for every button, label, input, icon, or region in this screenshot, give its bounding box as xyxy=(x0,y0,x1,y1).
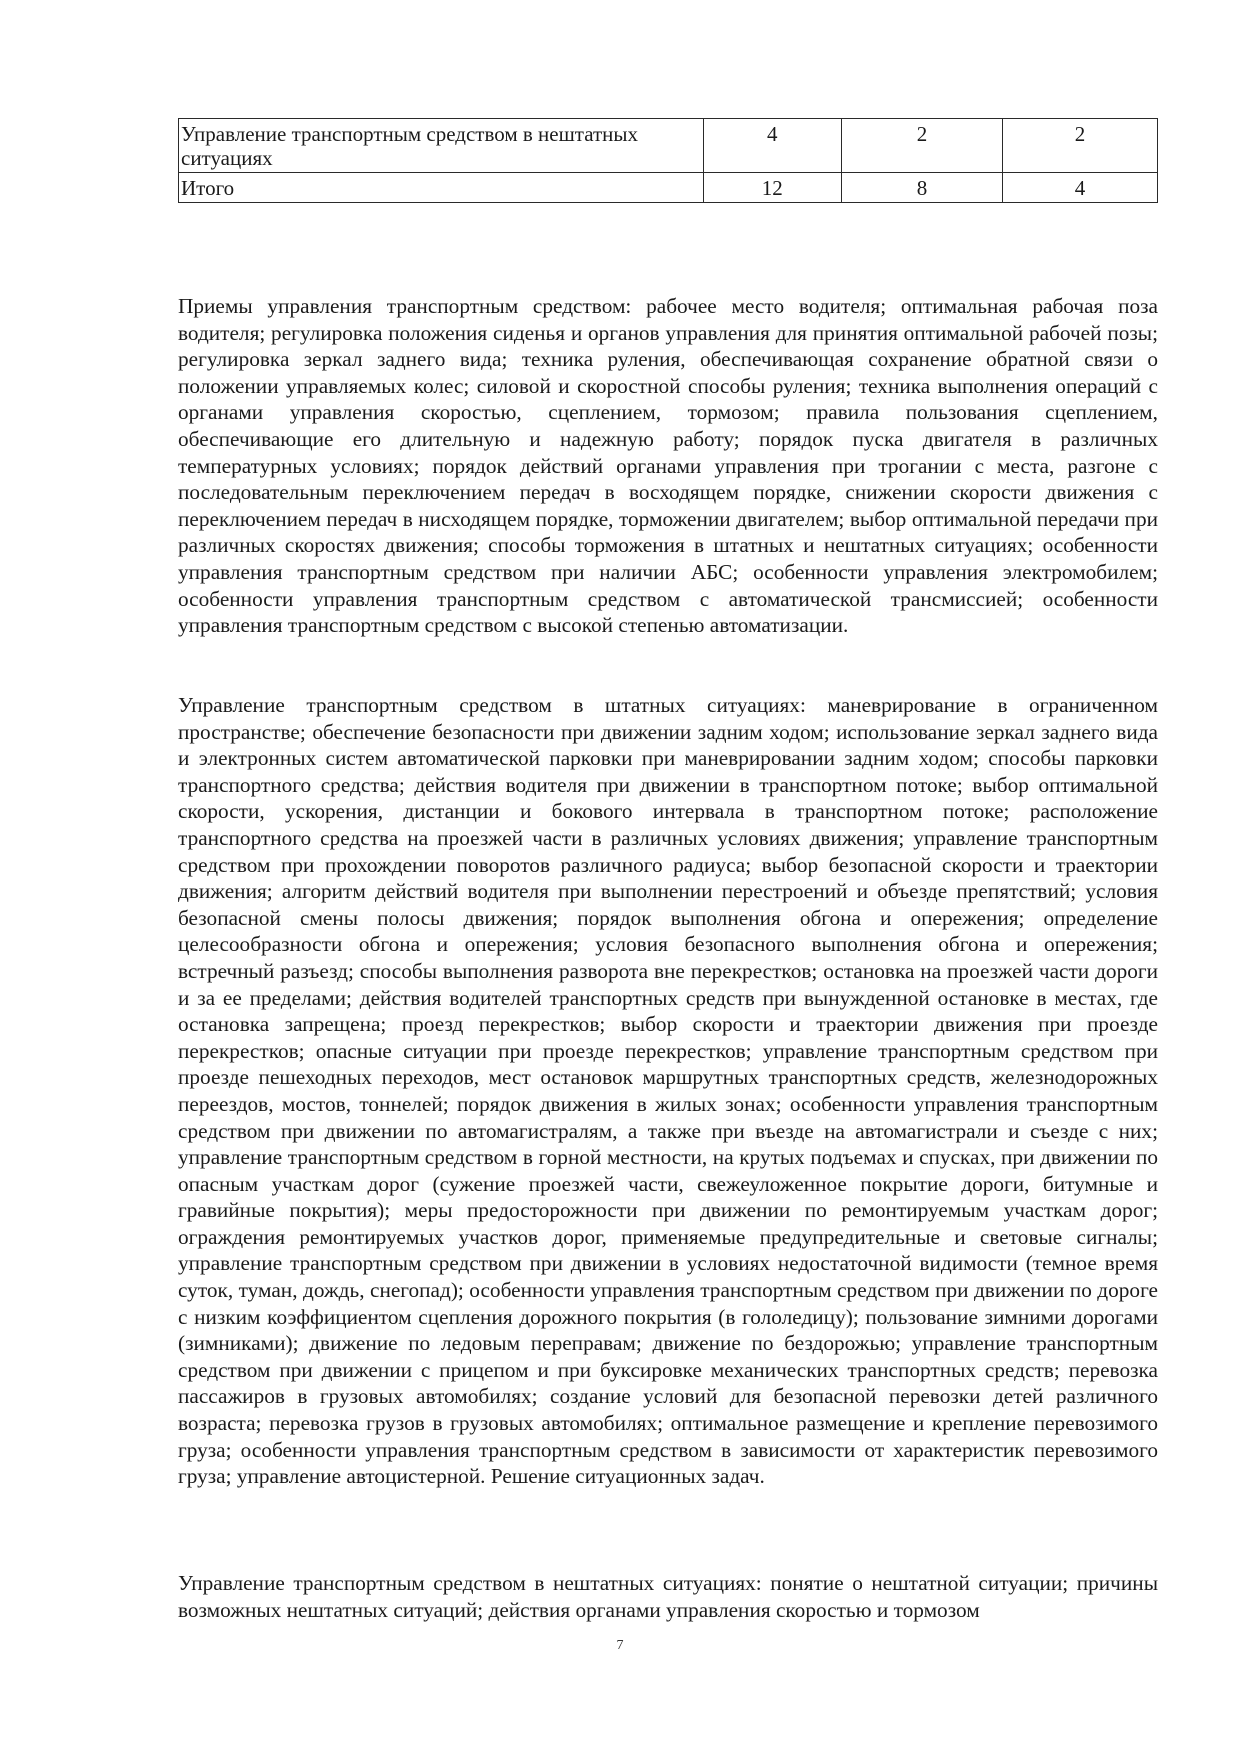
paragraph-driving-techniques: Приемы управления транспортным средством: рабочее место водителя; оптимальная рабочая поза водителя; регулировка положения сиденья и органов управления для принятия оптимальной рабочей позы; регулировка зеркал заднего вида; техника руления, обеспечивающая сохранение обратной связи о положении управляемых колес; силовой и скоростной способы руления; техника выполнения операций с органами управления скоростью, сцеплением, тормозом; правила пользования сцеплением, обеспечивающие его длительную и надежную работу; порядок пуска двигателя в различных температурных условиях; порядок действий органами управления при трогании с места, разгоне с последовательным переключением передач в восходящем порядке, снижении скорости движения с переключением передач в нисходящем порядке, торможении двигателем; выбор оптимальной передачи при различных скоростях движения; способы торможения в штатных и нештатных ситуациях; особенности управления транспортным средством при наличии АБС; особенности управления электромобилем; особенности управления транспортным средством с автоматической трансмиссией; особенности управления транспортным средством с высокой степенью автоматизации. xyxy=(178,294,1158,638)
paragraph-emergency-situations: Управление транспортным средством в нештатных ситуациях: понятие о нештатной ситуации; причины возможных нештатных ситуаций; действия органами управления скоростью и тормозом xyxy=(178,1571,1158,1622)
table-cell-value: 12 xyxy=(703,173,841,203)
table-cell-value: 4 xyxy=(1002,173,1157,203)
table-cell-value: 4 xyxy=(703,119,841,173)
page-number: 7 xyxy=(616,1638,624,1653)
table-cell-name: Итого xyxy=(179,173,704,203)
table-cell-value: 2 xyxy=(1002,119,1157,173)
table-cell-name: Управление транспортным средством в нештатных ситуациях xyxy=(179,119,704,173)
table-cell-value: 8 xyxy=(841,173,1002,203)
paragraph-normal-situations: Управление транспортным средством в штатных ситуациях: маневрирование в ограниченном пространстве; обеспечение безопасности при движении задним ходом; использование зеркал заднего вида и электронных систем автоматической парковки при маневрировании задним ходом; способы парковки транспортного средства; действия водителя при движении в транспортном потоке; выбор оптимальной скорости, ускорения, дистанции и бокового интервала в транспортном потоке; расположение транспортного средства на проезжей части в различных условиях движения; управление транспортным средством при прохождении поворотов различного радиуса; выбор безопасной скорости и траектории движения; алгоритм действий водителя при выполнении перестроений и объезде препятствий; условия безопасной смены полосы движения; порядок выполнения обгона и опережения; определение целесообразности обгона и опережения; условия безопасного выполнения обгона и опережения; встречный разъезд; способы выполнения разворота вне перекрестков; остановка на проезжей части дороги и за ее пределами; действия водителей транспортных средств при вынужденной остановке в местах, где остановка запрещена; проезд перекрестков; выбор скорости и траектории движения при проезде перекрестков; опасные ситуации при проезде перекрестков; управление транспортным средством при проезде пешеходных переходов, мест остановок маршрутных транспортных средств, железнодорожных переездов, мостов, тоннелей; порядок движения в жилых зонах; особенности управления транспортным средством при движении по автомагистралям, а также при въезде на автомагистрали и съезде с них; управление транспортным средством в горной местности, на крутых подъемах и спусках, при движении по опасным участкам дорог (сужение проезжей части, свежеуложенное покрытие дороги, битумные и гравийные покрытия); меры предосторожности при движении по ремонтируемым участкам дорог; ограждения ремонтируемых участков дорог, применяемые предупредительные и световые сигналы; управление транспортным средством при движении в условиях недостаточной видимости (темное время суток, туман, дождь, снегопад); особенности управления транспортным средством при движении по дороге с низким коэффициентом сцепления дорожного покрытия (в гололедицу); пользование зимними дорогами (зимниками); движение по ледовым переправам; движение по бездорожью; управление транспортным средством при движении с прицепом и при буксировке механических транспортных средств; перевозка пассажиров в грузовых автомобилях; создание условий для безопасной перевозки детей различного возраста; перевозка грузов в грузовых автомобилях; оптимальное размещение и крепление перевозимого груза; особенности управления транспортным средством в зависимости от характеристик перевозимого груза; управление автоцистерной. Решение ситуационных задач. xyxy=(178,693,1158,1489)
table-cell-value: 2 xyxy=(841,119,1002,173)
table-row-total xyxy=(179,173,1158,203)
table-row xyxy=(179,119,1158,173)
hours-table xyxy=(178,118,1158,203)
